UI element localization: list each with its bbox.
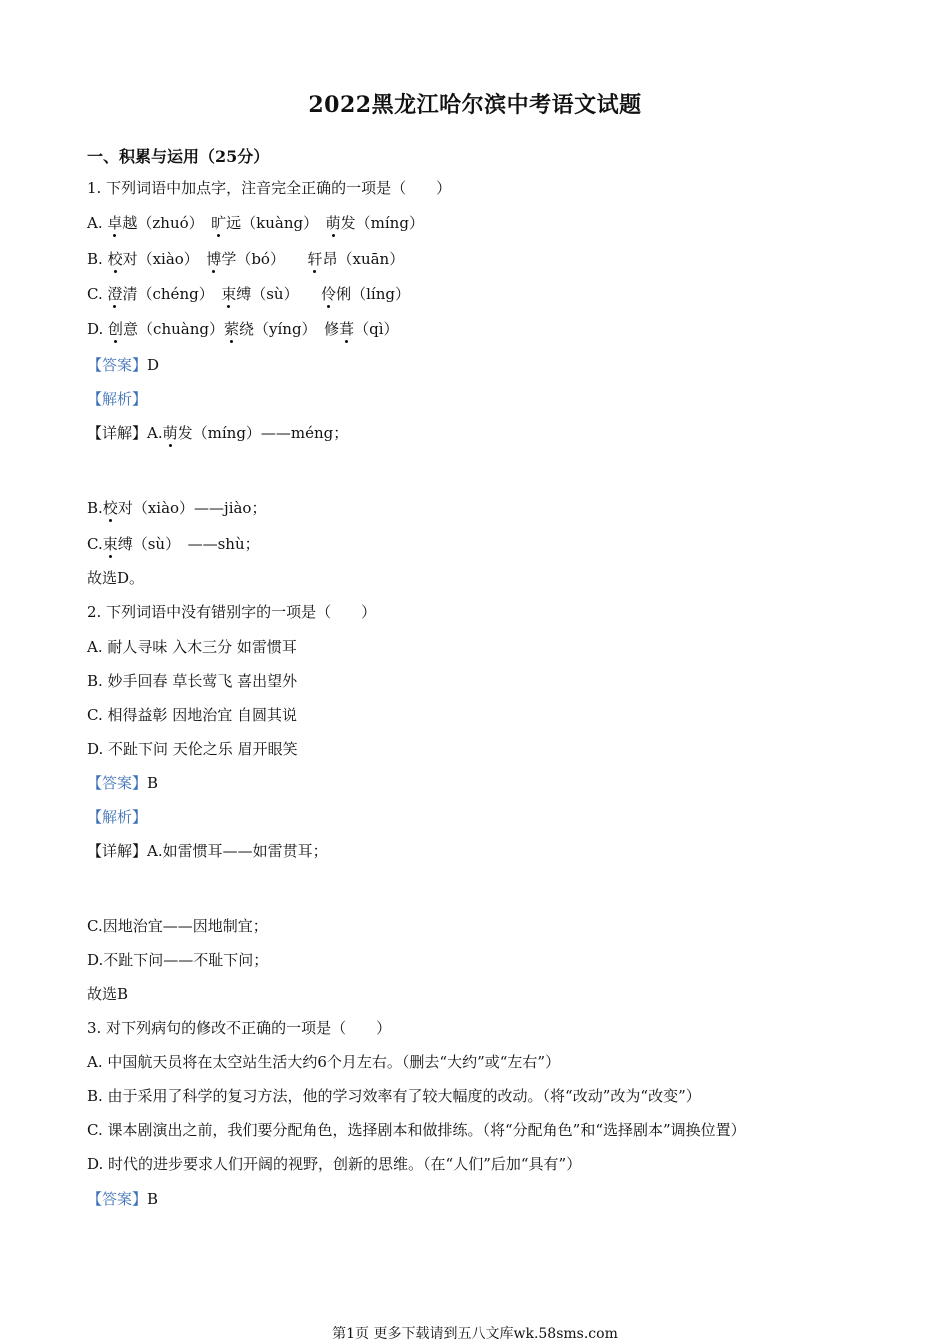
q1-stem: 1. 下列词语中加点字，注音完全正确的一项是（ ） xyxy=(87,179,452,197)
pinyin-text: 学（bó） xyxy=(221,250,308,268)
q2-option-b: B. 妙手回春 草长莺飞 喜出望外 xyxy=(87,672,298,690)
detail-prefix: B. xyxy=(87,499,103,517)
dotted-char: 束 xyxy=(102,535,118,553)
answer-value: B xyxy=(147,1190,159,1208)
q1-analysis-tag: 【解析】 xyxy=(87,390,148,408)
answer-tag: 【答案】 xyxy=(87,774,148,792)
document-title: 2022黑龙江哈尔滨中考语文试题 xyxy=(308,92,642,118)
q3-stem: 3. 对下列病句的修改不正确的一项是（ ） xyxy=(87,1019,392,1037)
dotted-char: 伶 xyxy=(321,285,337,303)
answer-value: B xyxy=(147,774,159,792)
q2-analysis-tag: 【解析】 xyxy=(87,808,148,826)
q1-detail-3 xyxy=(87,533,260,555)
detail-text: A.如雷惯耳——如雷贯耳； xyxy=(147,842,328,860)
page-footer: 第1页 更多下载请到五八文库wk.58sms.com xyxy=(332,1326,618,1342)
dotted-char: 博 xyxy=(206,250,222,268)
q1-option-d xyxy=(87,318,399,340)
option-label: C. xyxy=(87,285,108,303)
q2-option-a: A. 耐人寻味 入木三分 如雷惯耳 xyxy=(87,638,297,656)
pinyin-text: （qì） xyxy=(354,320,399,338)
q3-answer xyxy=(87,1188,158,1210)
dotted-char: 卓 xyxy=(107,214,123,232)
q2-stem: 2. 下列词语中没有错别字的一项是（ ） xyxy=(87,603,377,621)
dotted-char: 澄 xyxy=(107,285,123,303)
q1-detail-1 xyxy=(87,422,348,444)
pinyin-text: 越（zhuó） xyxy=(122,214,212,232)
detail-text: 发（míng）——méng； xyxy=(177,424,349,442)
detail-text: 对（xiào）——jiào； xyxy=(117,499,267,517)
dotted-char: 旷 xyxy=(211,214,227,232)
q2-option-d: D. 不趾下问 天伦之乐 眉开眼笑 xyxy=(87,740,298,758)
q2-conclusion: 故选B xyxy=(87,985,129,1003)
pinyin-text: 对（xiào） xyxy=(122,250,207,268)
q2-answer xyxy=(87,772,158,794)
q1-answer xyxy=(87,354,159,376)
q1-detail-2 xyxy=(87,497,266,519)
pinyin-text: 意（chuàng） xyxy=(123,320,224,338)
q3-option-a: A. 中国航天员将在太空站生活大约6个月左右。（删去“大约”或“左右”） xyxy=(87,1053,561,1071)
q1-option-a xyxy=(87,212,424,234)
pinyin-text: 清（chéng） xyxy=(122,285,222,303)
q3-option-b: B. 由于采用了科学的复习方法，他的学习效率有了较大幅度的改动。（将“改动”改为“改变”） xyxy=(87,1087,701,1105)
pinyin-text: 缚（sù） xyxy=(236,285,322,303)
dotted-char: 萌 xyxy=(162,424,178,442)
q1-conclusion: 故选D。 xyxy=(87,569,145,587)
pinyin-text: 发（míng） xyxy=(340,214,424,232)
answer-tag: 【答案】 xyxy=(87,356,148,374)
option-label: B. xyxy=(87,250,108,268)
pinyin-text: 远（kuàng） xyxy=(226,214,326,232)
option-label: A. xyxy=(87,214,108,232)
dotted-char: 校 xyxy=(107,250,123,268)
dotted-char: 萦 xyxy=(223,320,239,338)
q2-detail-1 xyxy=(87,840,328,862)
detail-prefix: A. xyxy=(147,424,163,442)
dotted-char: 轩 xyxy=(307,250,323,268)
q2-option-c: C. 相得益彰 因地治宜 自圆其说 xyxy=(87,706,298,724)
q2-detail-3: D.不趾下问——不耻下问； xyxy=(87,951,269,969)
plain-char: 修 xyxy=(324,320,340,338)
q1-option-c xyxy=(87,283,410,305)
pinyin-text: 俐（líng） xyxy=(336,285,410,303)
q2-detail-2: C.因地治宜——因地制宜； xyxy=(87,917,268,935)
q3-option-d: D. 时代的进步要求人们开阔的视野，创新的思维。（在“人们”后加“具有”） xyxy=(87,1155,582,1173)
dotted-char: 束 xyxy=(221,285,237,303)
option-label: D. xyxy=(87,320,109,338)
dotted-char: 创 xyxy=(108,320,124,338)
section-heading: 一、积累与运用（25分） xyxy=(87,147,270,166)
dotted-char: 校 xyxy=(102,499,118,517)
pinyin-text: （yíng） xyxy=(254,320,325,338)
detail-prefix: C. xyxy=(87,535,103,553)
q1-option-b xyxy=(87,248,404,270)
dotted-char: 葺 xyxy=(339,320,355,338)
detail-text: 缚（sù） ——shù； xyxy=(117,535,260,553)
dotted-char: 萌 xyxy=(325,214,341,232)
pinyin-text: 昂（xuān） xyxy=(322,250,405,268)
detail-tag: 【详解】 xyxy=(87,424,148,442)
q3-option-c: C. 课本剧演出之前，我们要分配角色，选择剧本和做排练。（将“分配角色”和“选择剧本”调换位置） xyxy=(87,1121,746,1139)
answer-tag: 【答案】 xyxy=(87,1190,148,1208)
detail-tag: 【详解】 xyxy=(87,842,148,860)
plain-char: 绕 xyxy=(239,320,255,338)
answer-value: D xyxy=(147,356,160,374)
